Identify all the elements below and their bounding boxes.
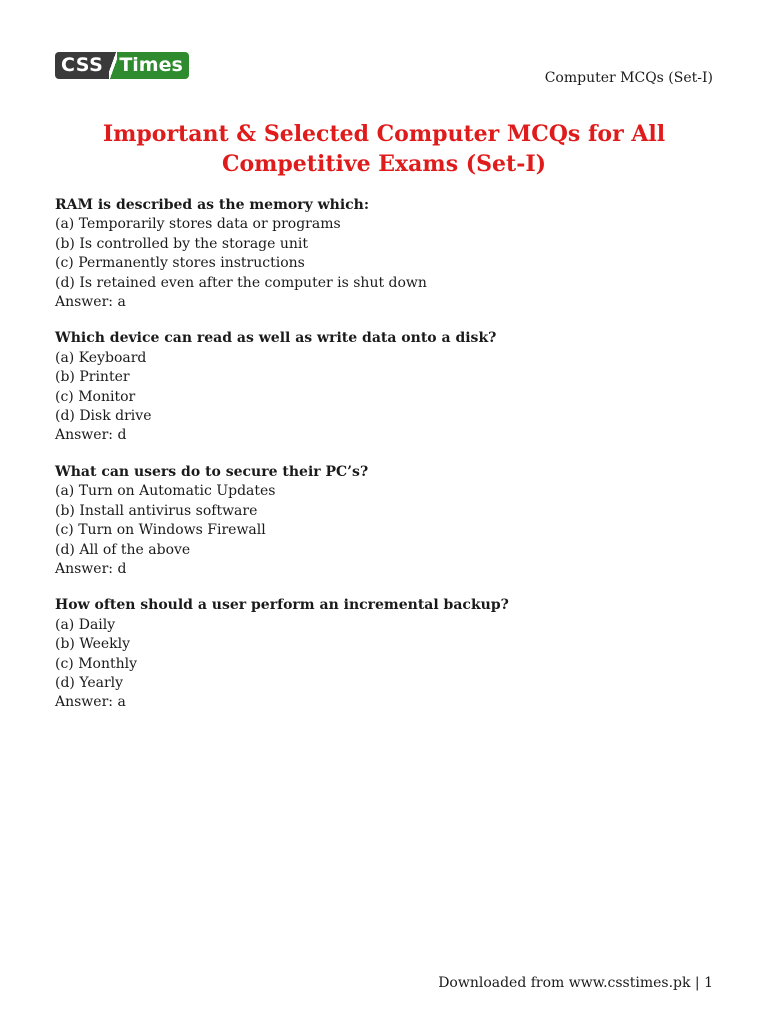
option-c: (c) Turn on Windows Firewall	[55, 522, 266, 539]
logo-css-text: CSS	[55, 52, 109, 79]
option-c: (c) Permanently stores instructions	[55, 255, 305, 272]
question-4	[55, 596, 715, 712]
option-c: (c) Monthly	[55, 655, 138, 672]
page-title-line-1: Important & Selected Computer MCQs for All	[102, 121, 666, 147]
logo-times-text: Times	[117, 52, 188, 79]
question-2	[55, 329, 715, 445]
csstimes-logo	[55, 52, 189, 79]
option-b: (b) Printer	[55, 369, 130, 386]
page-title	[55, 119, 713, 179]
question-text: Which device can read as well as write data onto a disk?	[55, 330, 497, 347]
question-text: RAM is described as the memory which:	[55, 197, 370, 213]
question-text: What can users do to secure their PC’s?	[55, 463, 369, 480]
answer: Answer: a	[55, 694, 126, 711]
option-a: (a) Keyboard	[55, 349, 147, 366]
option-b: (b) Install antivirus software	[55, 502, 258, 519]
option-c: (c) Monitor	[55, 388, 136, 405]
option-a: (a) Daily	[55, 616, 116, 633]
answer: Answer: d	[55, 427, 127, 444]
option-d: (d) Disk drive	[55, 408, 152, 425]
question-1	[55, 196, 715, 312]
option-b: (b) Is controlled by the storage unit	[55, 235, 308, 252]
logo-slash	[109, 52, 117, 79]
answer: Answer: d	[55, 560, 127, 577]
option-b: (b) Weekly	[55, 636, 131, 653]
answer: Answer: a	[55, 294, 126, 311]
mcq-list	[55, 196, 715, 730]
document-label: Computer MCQs (Set-I)	[544, 70, 713, 86]
option-a: (a) Temporarily stores data or programs	[55, 216, 341, 233]
option-a: (a) Turn on Automatic Updates	[55, 483, 276, 500]
question-text: How often should a user perform an incremental backup?	[55, 597, 509, 614]
option-d: (d) All of the above	[55, 541, 191, 558]
option-d: (d) Is retained even after the computer is shut down	[55, 274, 427, 291]
footer-download-note: Downloaded from www.csstimes.pk | 1	[438, 975, 713, 991]
page-title-line-2: Competitive Exams (Set-I)	[221, 151, 547, 177]
question-3	[55, 463, 715, 579]
option-d: (d) Yearly	[55, 674, 124, 691]
